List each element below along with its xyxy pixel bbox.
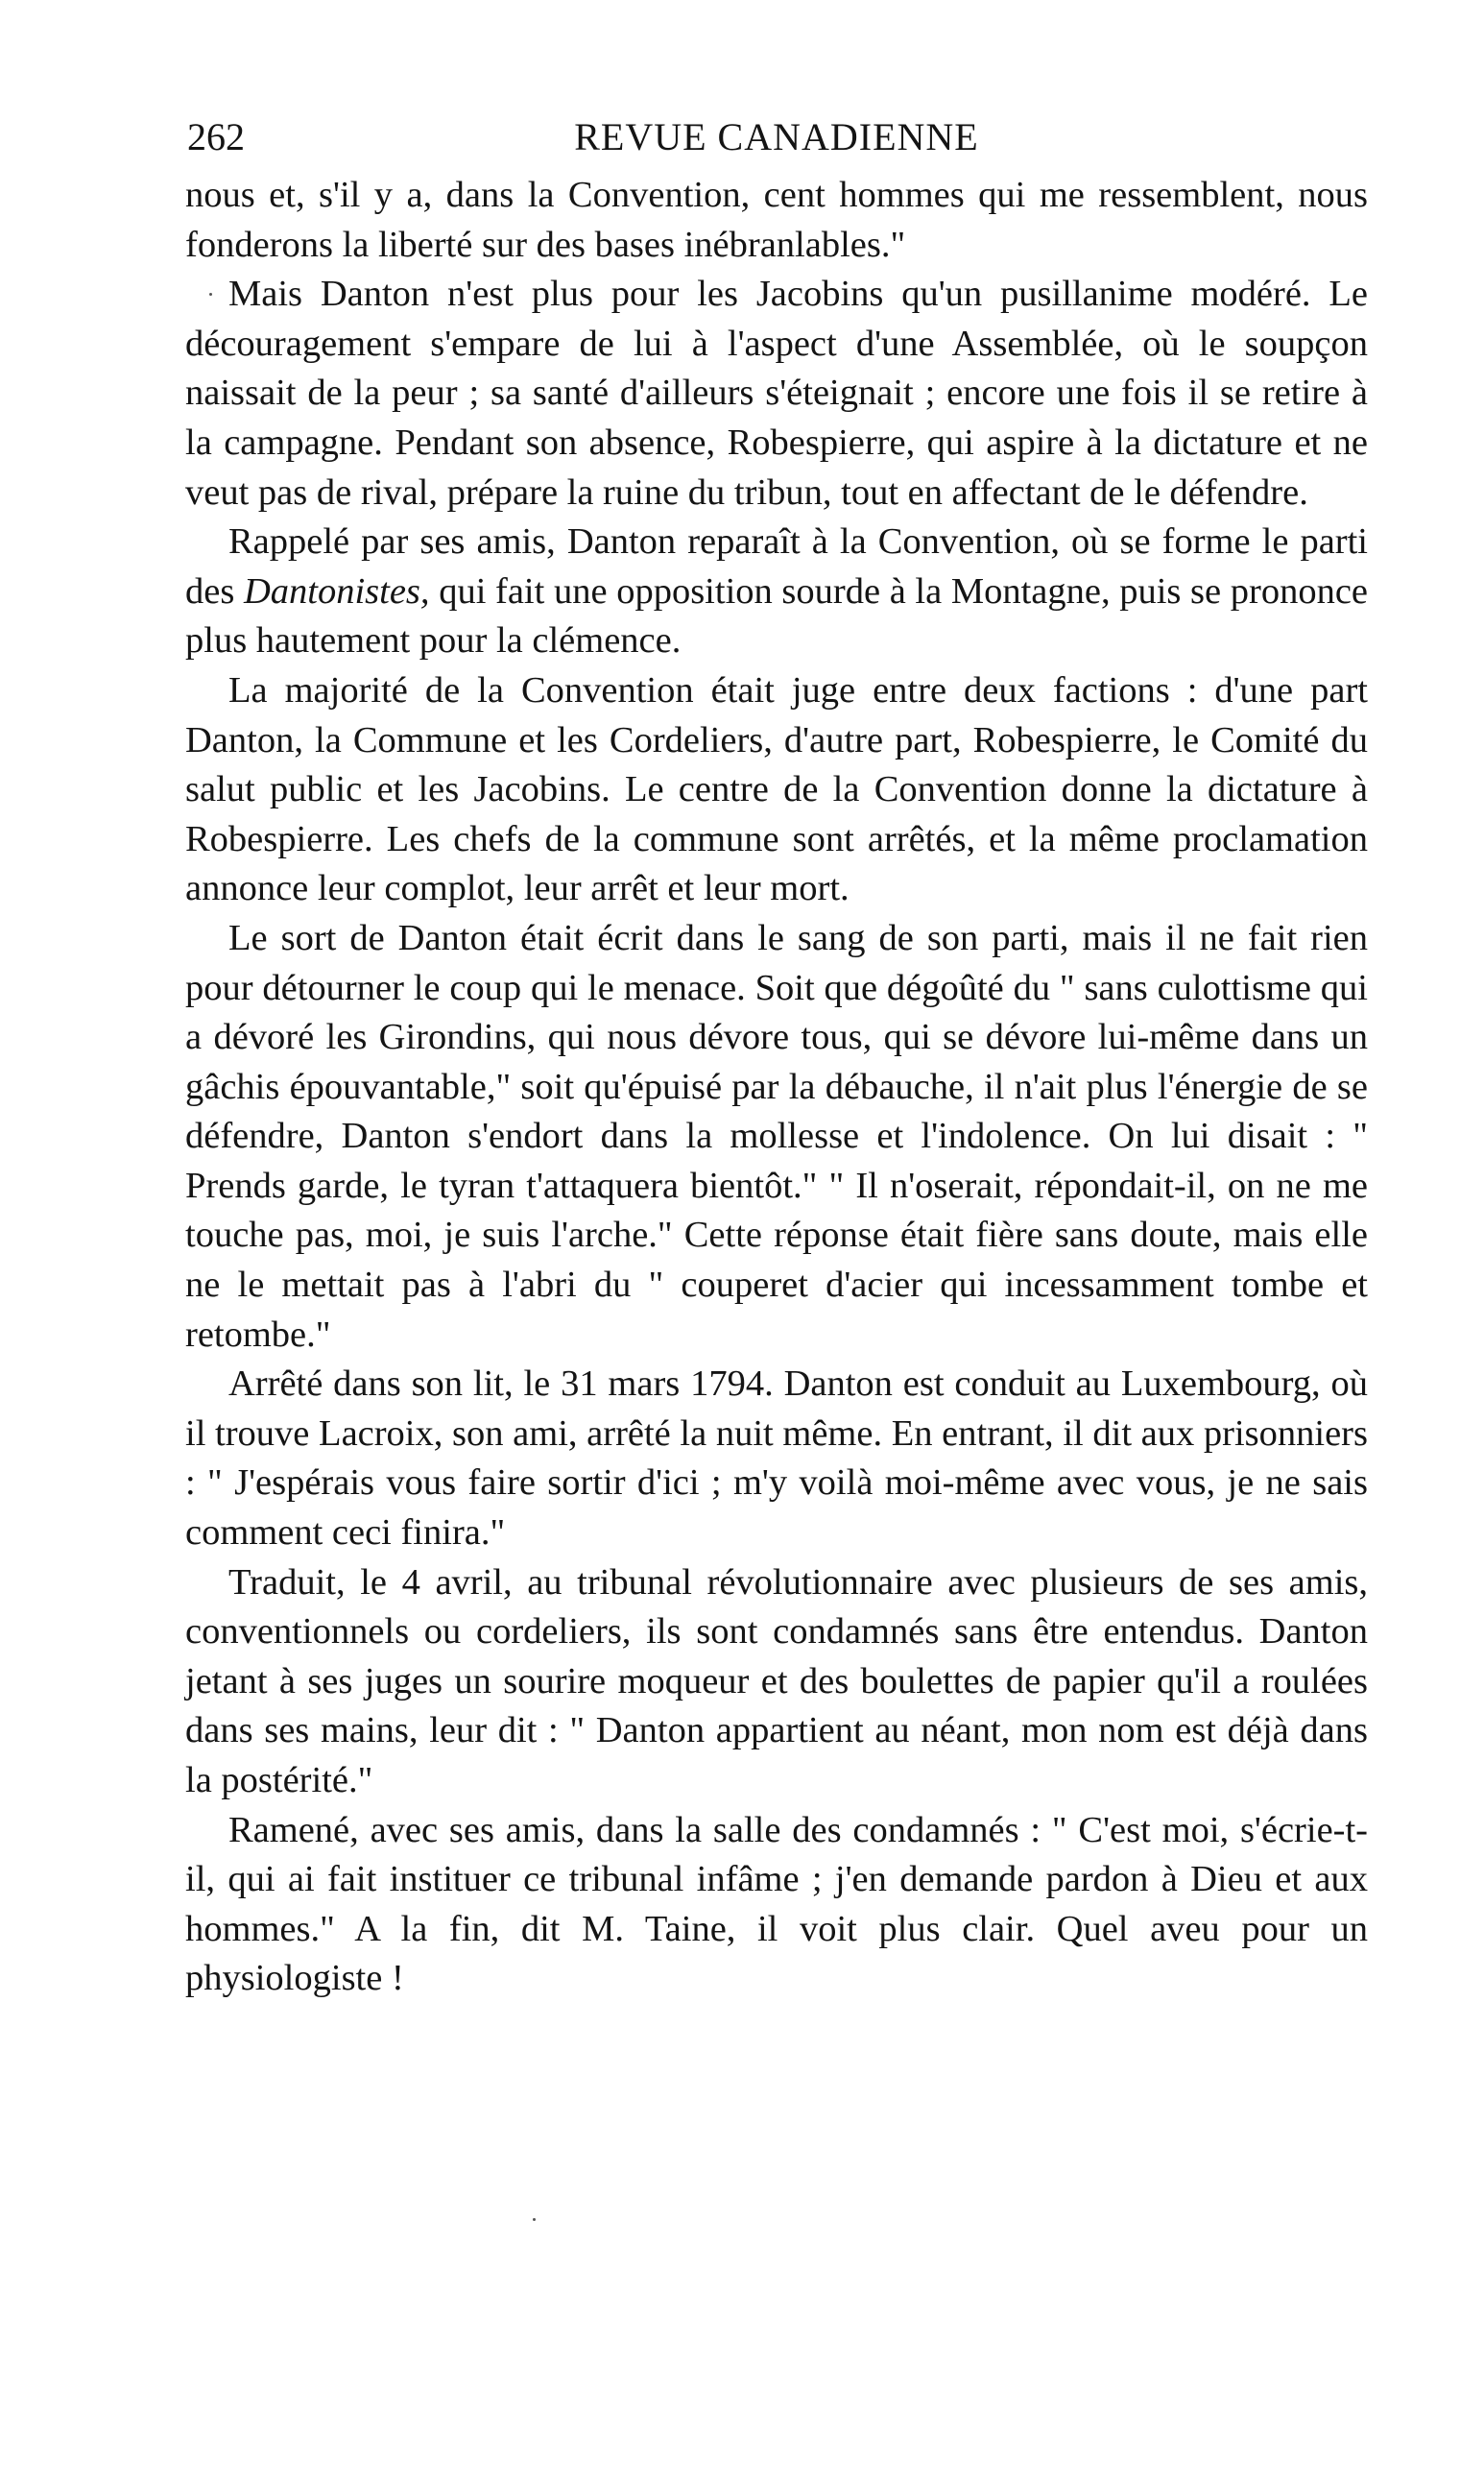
running-header — [185, 104, 1368, 171]
paragraph-4-text: La majorité de la Convention était juge entre deux factions : d'une part Danton, la Commune et les Cordeliers, d'autre part, Robespierre, le Comité du salut public et les Jacobins. Le centre de la Convention donne la dictature à Robespierre. Les chefs de la commune sont arrêtés, et la même proclamation annonce leur complot, leur arrêt et leur mort. — [185, 669, 1368, 909]
paragraph-5 — [185, 914, 1368, 1360]
paragraph-6-text: Arrêté dans son lit, le 31 mars 1794. Danton est conduit au Luxembourg, où il trouve Lacroix, son ami, arrêté la nuit même. En entrant, il dit aux prisonniers : " J'espérais vous faire sortir d'ici ; m'y voilà moi-même avec vous, je ne sais comment ceci finira." — [185, 1363, 1368, 1554]
paragraph-3-italic-term: Dantonistes, — [243, 570, 430, 612]
paragraph-3-text-start: Rappelé par ses amis, Danton reparaît à la Convention, où se forme le parti des — [185, 521, 1368, 612]
body-text — [185, 171, 1368, 2004]
paragraph-6 — [185, 1360, 1368, 1557]
paragraph-3-text-end: qui fait une opposition sourde à la Montagne, puis se prononce plus hautement pour la clémence. — [185, 570, 1368, 662]
print-speck — [533, 2218, 536, 2221]
paragraph-5-text: Le sort de Danton était écrit dans le sang de son parti, mais il ne fait rien pour détourner le coup qui le menace. Soit que dégoûté du " sans culottisme qui a dévoré les Girondins, qui nous dévore tous, qui se dévore lui-même dans un gâchis épouvantable," soit qu'épuisé par la débauche, il n'ait plus l'énergie de se défendre, Danton s'endort dans la mollesse et l'indolence. On lui disait : " Prends garde, le tyran t'attaquera bientôt." " Il n'oserait, répondait-il, on ne me touche pas, moi, je suis l'arche." Cette réponse était fière sans doute, mais elle ne le mettait pas à l'abri du " couperet d'acier qui incessamment tombe et retombe." — [185, 917, 1368, 1355]
page — [185, 104, 1368, 2004]
paragraph-8 — [185, 1806, 1368, 2004]
running-title: REVUE CANADIENNE — [574, 115, 979, 158]
print-speck — [209, 293, 212, 296]
paragraph-7 — [185, 1558, 1368, 1806]
paragraph-2-text: Mais Danton n'est plus pour les Jacobins qu'un pusillanime modéré. Le découragement s'empare de lui à l'aspect d'une Assemblée, où le soupçon naissait de la peur ; sa santé d'ailleurs s'éteignait ; encore une fois il se retire à la campagne. Pendant son absence, Robespierre, qui aspire à la dictature et ne veut pas de rival, prépare la ruine du tribun, tout en affectant de le défendre. — [185, 274, 1368, 513]
paragraph-4 — [185, 666, 1368, 914]
paragraph-2 — [185, 270, 1368, 518]
page-number: 262 — [187, 115, 245, 158]
paragraph-1-text: nous et, s'il y a, dans la Convention, cent hommes qui me ressemblent, nous fonderons la liberté sur des bases inébranlables." — [185, 175, 1368, 265]
paragraph-7-text: Traduit, le 4 avril, au tribunal révolutionnaire avec plusieurs de ses amis, conventionnels ou cordeliers, ils sont condamnés sans être entendus. Danton jetant à ses juges un sourire moqueur et des boulettes de papier qu'il a roulées dans ses mains, leur dit : " Danton appartient au néant, mon nom est déjà dans la postérité." — [185, 1561, 1368, 1800]
paragraph-8-text: Ramené, avec ses amis, dans la salle des condamnés : " C'est moi, s'écrie-t-il, qui ai fait instituer ce tribunal infâme ; j'en demande pardon à Dieu et aux hommes." A la fin, dit M. Taine, il voit plus clair. Quel aveu pour un physiologiste ! — [185, 1809, 1368, 1999]
paragraph-1 — [185, 171, 1368, 270]
paragraph-3 — [185, 518, 1368, 666]
